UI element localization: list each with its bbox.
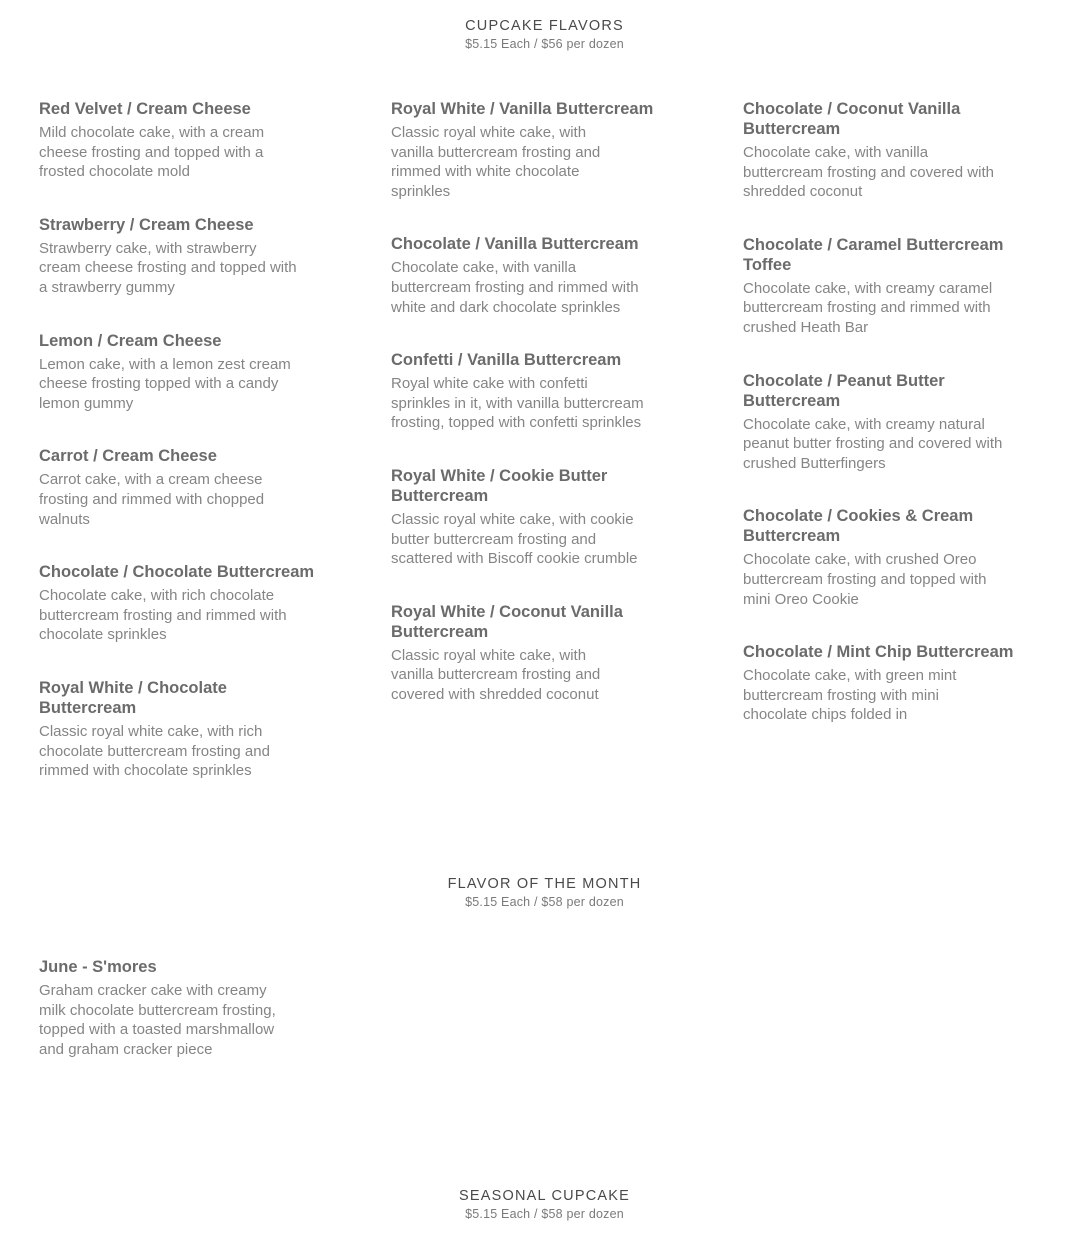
flavor-name: Chocolate / Coconut Vanilla Buttercream [743,100,961,138]
flavor-column-3 [743,99,1063,758]
flavor-name: Chocolate / Chocolate Buttercream [39,563,315,582]
flavor-description: Graham cracker cake with creamy milk chocolate buttercream frosting, topped with a toasted marshmallow and graham cracker piece [39,982,276,1058]
seasonal-cupcake-header [0,1187,1070,1221]
flavor-name: Royal White / Coconut Vanilla Buttercream [391,602,623,641]
flavor-name: Strawberry / Cream Cheese [39,215,254,234]
cupcake-flavors-header [0,17,1070,51]
section-price: $5.15 Each / $58 per dozen [465,895,624,909]
flavor-name: Chocolate / Mint Chip Buttercream [743,643,1014,662]
flavor-name: Carrot / Cream Cheese [39,447,217,466]
flavor-item [39,446,359,529]
flavor-item [391,234,711,317]
flavor-item [743,506,1063,609]
flavor-description: Carrot cake, with a cream cheese frosting and rimmed with chopped walnuts [39,471,265,528]
flavor-name: Chocolate / Vanilla Buttercream [391,235,639,254]
flavor-item [743,99,1063,202]
flavor-item [39,331,359,414]
flavor-item [391,99,711,201]
flavor-description: Chocolate cake, with creamy natural peanut butter frosting and covered with crushed Butterfingers [743,415,1003,472]
flavor-description: Chocolate cake, with creamy caramel buttercream frosting and rimmed with crushed Heath Bar [743,279,993,336]
flavor-description: Classic royal white cake, with vanilla buttercream frosting and covered with shredded coconut [391,646,601,703]
flavor-item [743,371,1063,474]
flavor-description: Strawberry cake, with strawberry cream cheese frosting and topped with a strawberry gummy [39,239,297,296]
flavor-item [39,99,359,182]
flavor-column-1 [39,99,359,814]
flavor-item [743,642,1063,725]
flavor-name: June - S'mores [39,958,157,976]
flavor-item [391,602,711,705]
section-price: $5.15 Each / $56 per dozen [465,37,624,51]
flavor-item [743,235,1063,338]
flavor-name: Chocolate / Cookies & Cream Buttercream [743,507,974,546]
flavor-description: Classic royal white cake, with vanilla buttercream frosting and rimmed with white chocolate sprinkles [391,124,601,200]
flavor-description: Chocolate cake, with vanilla buttercream frosting and rimmed with white and dark chocolate sprinkles [391,259,639,316]
flavor-item [39,562,359,645]
section-title: FLAVOR OF THE MONTH [447,876,642,892]
section-title: CUPCAKE FLAVORS [465,18,624,34]
flavor-item [39,678,359,781]
flavor-description: Chocolate cake, with vanilla buttercream frosting and covered with shredded coconut [743,144,994,201]
flavor-description: Classic royal white cake, with cookie butter buttercream frosting and scattered with Biscoff cookie crumble [391,510,638,568]
flavor-description: Royal white cake with confetti sprinkles in it, with vanilla buttercream frosting, topped with confetti sprinkles [391,375,644,432]
flavor-of-month-item [39,957,359,1059]
flavor-item [391,350,711,433]
flavor-description: Classic royal white cake, with rich chocolate buttercream frosting and rimmed with chocolate sprinkles [39,722,270,780]
flavor-name: Chocolate / Peanut Butter Buttercream [743,371,945,410]
section-price: $5.15 Each / $58 per dozen [465,1207,624,1221]
flavor-name: Chocolate / Caramel Buttercream Toffee [743,235,1004,274]
flavor-description: Mild chocolate cake, with a cream cheese frosting and topped with a frosted chocolate mold [39,124,265,181]
flavor-name: Red Velvet / Cream Cheese [39,100,251,118]
flavor-name: Lemon / Cream Cheese [39,331,222,350]
flavor-description: Chocolate cake, with rich chocolate buttercream frosting and rimmed with chocolate sprinkles [39,587,287,644]
section-title: SEASONAL CUPCAKE [459,1188,630,1204]
flavor-of-month-header [0,875,1070,909]
flavor-item [39,215,359,298]
flavor-column-2 [391,99,711,738]
flavor-description: Chocolate cake, with crushed Oreo buttercream frosting and topped with mini Oreo Cookie [743,551,987,608]
flavor-name: Royal White / Chocolate Buttercream [39,678,227,717]
flavor-item [391,466,711,569]
flavor-description: Chocolate cake, with green mint buttercream frosting with mini chocolate chips folded in [743,667,957,724]
flavor-name: Royal White / Vanilla Buttercream [391,100,654,118]
flavor-name: Confetti / Vanilla Buttercream [391,351,622,370]
flavor-description: Lemon cake, with a lemon zest cream cheese frosting topped with a candy lemon gummy [39,355,291,412]
flavor-name: Royal White / Cookie Butter Buttercream [391,466,608,505]
